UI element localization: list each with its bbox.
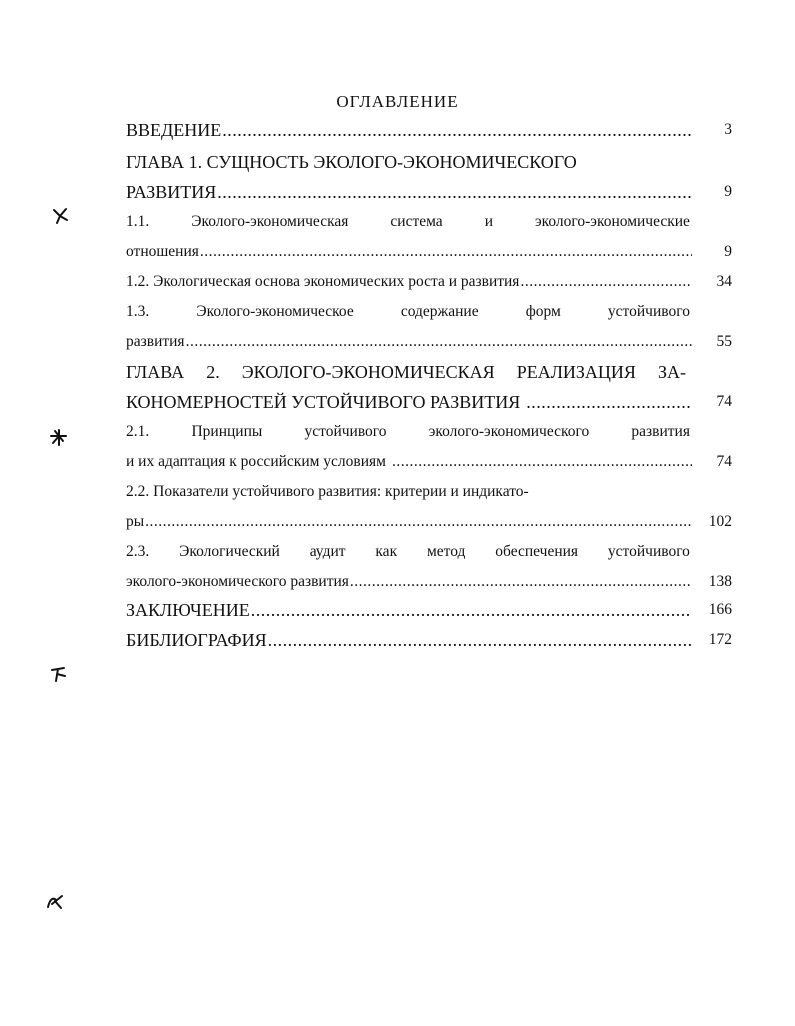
- toc-word: как: [375, 543, 398, 560]
- toc-word: эколого-экономического: [428, 423, 590, 440]
- toc-word: Эколого-экономическая: [191, 213, 349, 230]
- toc-entry-title: РАЗВИТИЯ: [126, 182, 217, 202]
- toc-word: Экологический: [179, 543, 280, 560]
- toc-word: 1.3.: [126, 303, 150, 320]
- margin-scribble-mark: [48, 662, 70, 684]
- toc-entry-section-2-3-line1[interactable]: [126, 540, 732, 564]
- dot-leader: [145, 510, 692, 534]
- toc-entry-chapter-1-line2[interactable]: [126, 180, 732, 204]
- toc-word: устойчивого: [607, 303, 690, 320]
- toc-word: ЗА-: [657, 362, 686, 382]
- toc-word: Принципы: [191, 423, 263, 440]
- dot-leader: [268, 628, 692, 652]
- dot-leader: [217, 180, 692, 204]
- toc-entry-chapter-1-line1[interactable]: [126, 150, 732, 174]
- toc-page-number: 172: [708, 631, 732, 648]
- toc-word: система: [390, 213, 443, 230]
- toc-entry-section-1-2[interactable]: [126, 270, 732, 294]
- toc-entry-bibliography[interactable]: [126, 628, 732, 652]
- margin-scribble-mark: [48, 426, 70, 448]
- dot-leader: [222, 118, 692, 142]
- toc-word: 2.: [206, 362, 220, 382]
- toc-word: метод: [426, 543, 466, 560]
- dot-leader: [520, 270, 692, 294]
- page-title: ОГЛАВЛЕНИЕ: [336, 92, 459, 111]
- toc-entry-section-1-3-line1[interactable]: [126, 300, 732, 324]
- toc-page-number: 138: [708, 573, 732, 590]
- toc-entry-title: ЗАКЛЮЧЕНИЕ: [126, 600, 250, 620]
- toc-entry-title: ВВЕДЕНИЕ: [126, 120, 222, 140]
- toc-entry-section-1-1-line2[interactable]: [126, 240, 732, 264]
- margin-scribble-mark: [50, 204, 72, 226]
- toc-entry-chapter-2-line2[interactable]: [126, 390, 732, 414]
- toc-entry-title: и их адаптация к российским условиям: [126, 453, 386, 470]
- toc-page-number: 9: [724, 243, 732, 260]
- toc-entry-chapter-2-line1[interactable]: [126, 360, 732, 384]
- toc-entry-title: развития: [126, 333, 185, 350]
- toc-entry-title: ГЛАВА 1. СУЩНОСТЬ ЭКОЛОГО-ЭКОНОМИЧЕСКОГО: [126, 152, 577, 172]
- dot-leader: [350, 570, 692, 594]
- dot-leader: [251, 598, 692, 622]
- toc-entry-section-2-1-line1[interactable]: [126, 420, 732, 444]
- toc-entry-title: 1.2. Экологическая основа экономических роста и развития: [126, 273, 520, 290]
- toc-word: содержание: [400, 303, 479, 320]
- toc-entry-section-1-3-line2[interactable]: [126, 330, 732, 354]
- toc-page-number: 102: [708, 513, 732, 530]
- toc-page-number: 74: [716, 393, 732, 410]
- toc-page-number: 34: [716, 273, 732, 290]
- toc-word: 2.3.: [126, 543, 150, 560]
- toc-page-number: 74: [716, 453, 732, 470]
- toc-word: устойчивого: [607, 543, 690, 560]
- toc-entry-introduction[interactable]: [126, 118, 732, 142]
- toc-word: и: [484, 213, 493, 230]
- dot-leader: [200, 240, 692, 264]
- toc-word: устойчивого: [304, 423, 387, 440]
- toc-word: 2.1.: [126, 423, 150, 440]
- dot-leader: [526, 390, 692, 414]
- toc-word: 1.1.: [126, 213, 150, 230]
- toc-entry-section-1-1-line1[interactable]: [126, 210, 732, 234]
- toc-word: форм: [525, 303, 561, 320]
- toc-entry-section-2-1-line2[interactable]: [126, 450, 732, 474]
- toc-word: Эколого-экономическое: [196, 303, 354, 320]
- toc-entry-section-2-2-line1[interactable]: [126, 480, 732, 504]
- toc-word: обеспечения: [495, 543, 579, 560]
- toc-page-number: 166: [708, 601, 732, 618]
- toc-word: ЭКОЛОГО-ЭКОНОМИЧЕСКАЯ: [241, 362, 495, 382]
- toc-entry-title: БИБЛИОГРАФИЯ: [126, 630, 267, 650]
- toc-entry-title: КОНОМЕРНОСТЕЙ УСТОЙЧИВОГО РАЗВИТИЯ: [126, 392, 521, 412]
- margin-scribble-mark: [44, 890, 66, 912]
- dot-leader: [186, 330, 692, 354]
- toc-entry-section-2-2-line2[interactable]: [126, 510, 732, 534]
- toc-page-number: 9: [724, 183, 732, 200]
- toc-word: ГЛАВА: [126, 362, 185, 382]
- toc-word: аудит: [309, 543, 346, 560]
- toc-entry-title: эколого-экономического развития: [126, 573, 349, 590]
- toc-page-number: 3: [724, 121, 732, 138]
- toc-entry-conclusion[interactable]: [126, 598, 732, 622]
- toc-entry-section-2-3-line2[interactable]: [126, 570, 732, 594]
- toc-page-number: 55: [716, 333, 732, 350]
- toc-entry-title: отношения: [126, 243, 199, 260]
- toc-entry-title: ры: [126, 513, 145, 530]
- toc-word: РЕАЛИЗАЦИЯ: [516, 362, 636, 382]
- toc-word: развития: [631, 423, 690, 440]
- dot-leader: [392, 450, 692, 474]
- toc-word: эколого-экономические: [534, 213, 690, 230]
- toc-entry-title: 2.2. Показатели устойчивого развития: критерии и индикато-: [126, 483, 529, 500]
